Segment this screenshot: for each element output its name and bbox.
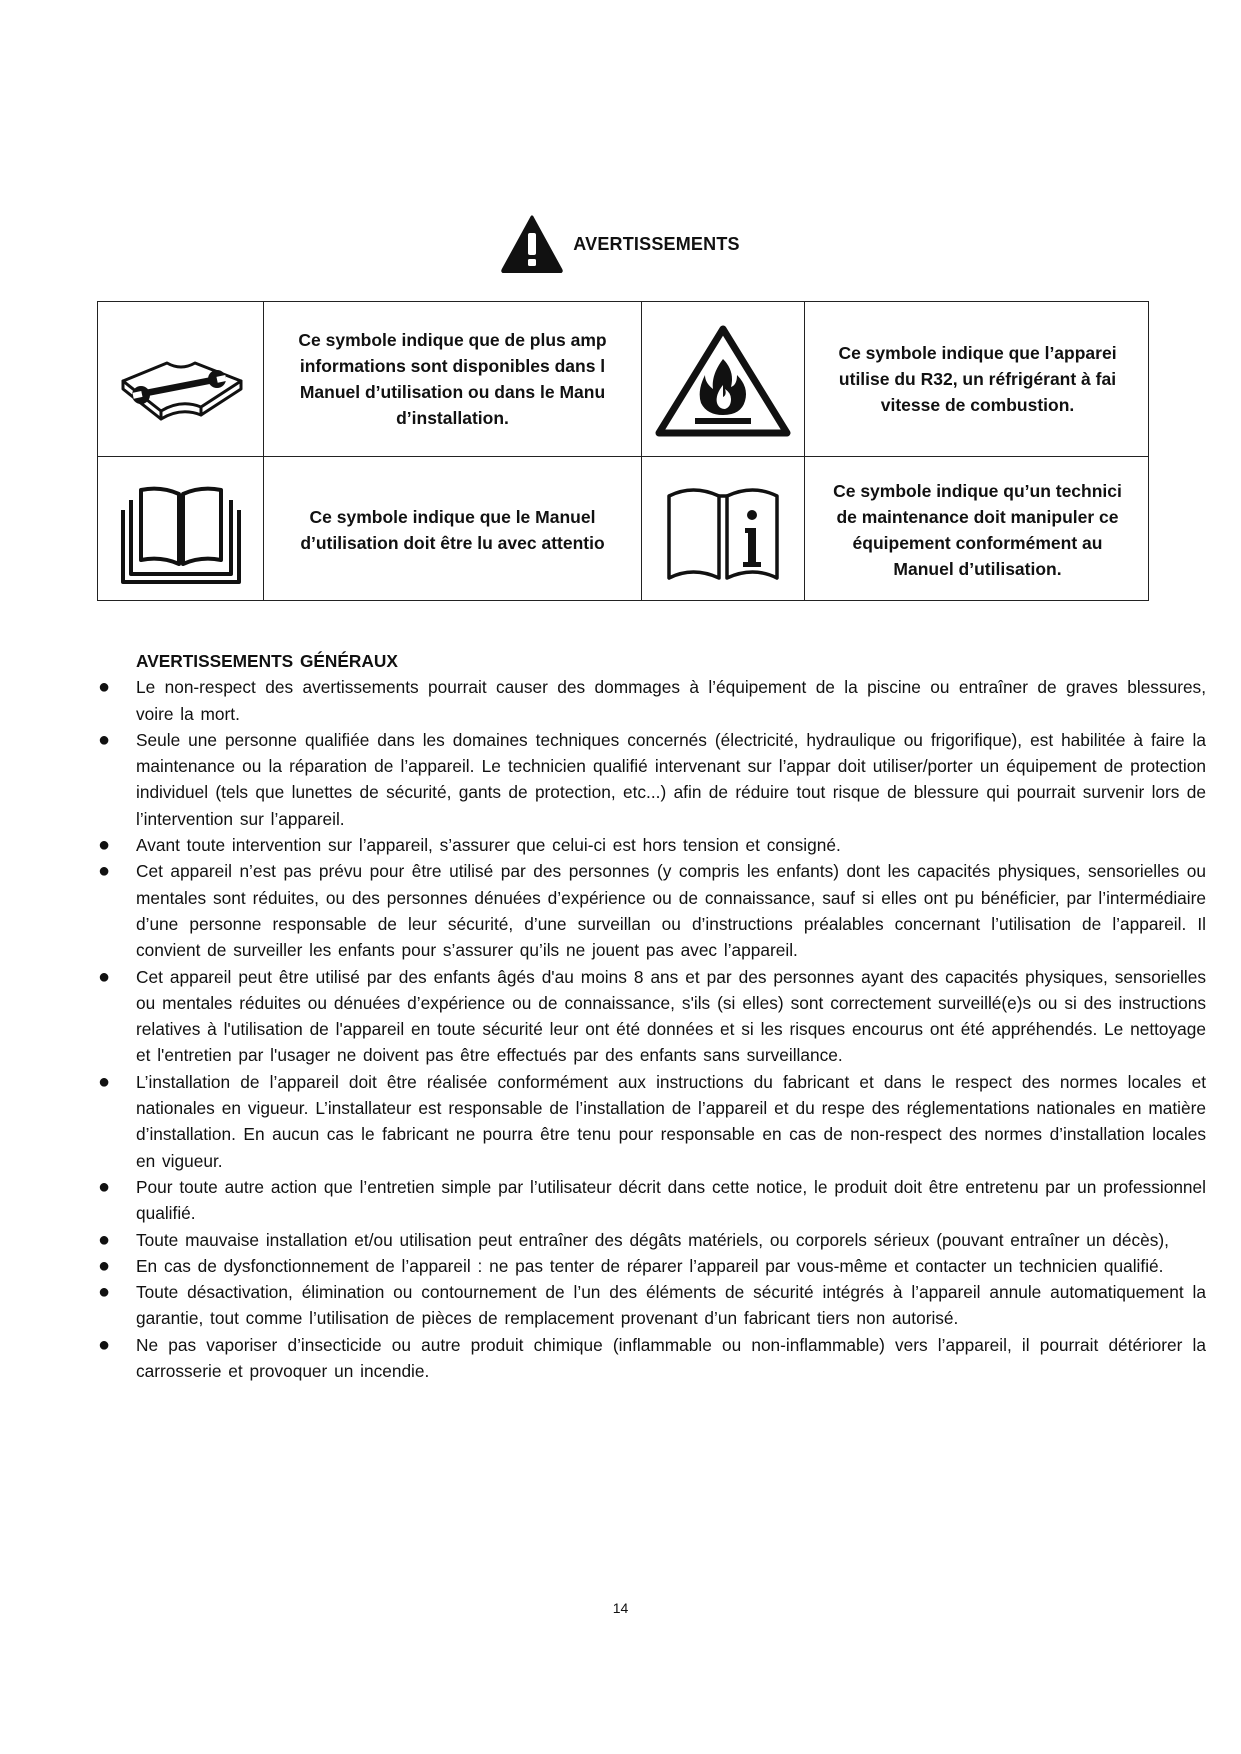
symbol-line: vitesse de combustion. — [880, 395, 1075, 415]
symbol-description — [829, 478, 1126, 582]
symbol-line: d’utilisation doit être lu avec attentio — [300, 532, 605, 553]
list-item — [98, 832, 1206, 858]
list-item — [98, 1279, 1206, 1332]
bullet-icon: ● — [98, 965, 111, 988]
list-item — [98, 1227, 1206, 1253]
symbol-line: d’installation. — [396, 408, 509, 428]
symbol-icon-cell — [642, 302, 805, 457]
item-text: Seule une personne qualifiée dans les domaines techniques concernés (électricité, hydraulique ou frigorifique), est habilitée à faire la maintenance ou la réparation de l’appareil. Le technicien qualifié intervenant sur l’appar doit utiliser/porter un équipement de protection individuel (tels que lunettes de sécurité, gants de protection, etc...) afin de réduire tout risque de blessure qui pourrait survenir lors de l’intervention sur l’appareil. — [136, 729, 1206, 829]
symbol-text-cell — [264, 457, 642, 601]
symbol-description — [294, 327, 610, 431]
item-text: Avant toute intervention sur l’appareil, s’assurer que celui-ci est hors tension et consigné. — [136, 835, 841, 856]
bullet-icon: ● — [98, 860, 111, 883]
symbol-line: Manuel d’utilisation ou dans le Manu — [299, 382, 606, 402]
page-number: 14 — [612, 1600, 629, 1616]
item-text: Toute mauvaise installation et/ou utilisation peut entraîner des dégâts matériels, ou corporels sérieux (pouvant entraîner un décès), — [136, 1229, 1169, 1250]
list-item — [98, 1253, 1206, 1279]
symbol-text-cell — [805, 302, 1149, 457]
symbol-line: équipement conformément au — [852, 532, 1103, 553]
item-text: Cet appareil peut être utilisé par des enfants âgés d'au moins 8 ans et par des personnes ayant des capacités physiques, sensorielles ou mentales réduites ou dénuées d’expérience ou de connaissance, s'ils (si elles) sont correctement surveillé(e)s ou si des instructions relatives à l'utilisation de l'appareil en toute sécurité leur ont été données et si les risques encourus ont été appréhendés. Le nettoyage et l'entretien par l'usager ne doivent pas être effectués par des enfants sans surveillance. — [136, 966, 1206, 1066]
warning-triangle-icon — [501, 215, 563, 273]
item-text: En cas de dysfonctionnement de l’appareil : ne pas tenter de réparer l’appareil par vous-même et contacter un technicien qualifié. — [136, 1255, 1164, 1276]
symbol-icon-cell — [98, 457, 264, 601]
item-text: Le non-respect des avertissements pourrait causer des dommages à l’équipement de la piscine ou entraîner de graves blessures, voire la mort. — [136, 677, 1206, 724]
symbol-description — [834, 340, 1120, 418]
bullet-icon: ● — [98, 834, 111, 857]
list-item — [98, 858, 1206, 963]
open-book-icon — [111, 470, 251, 590]
symbol-line: informations sont disponibles dans l — [299, 356, 606, 376]
bullet-icon: ● — [98, 728, 111, 751]
symbol-line: Manuel d’utilisation. — [893, 558, 1062, 579]
list-item — [98, 1332, 1206, 1385]
symbol-text-cell — [805, 457, 1149, 601]
bullet-icon: ● — [98, 1333, 111, 1356]
symbol-line: Ce symbole indique que l’apparei — [838, 343, 1117, 363]
general-warnings — [98, 648, 1206, 1384]
symbol-line: Ce symbole indique que le Manuel — [309, 506, 596, 527]
bullet-icon: ● — [98, 1070, 111, 1093]
bullet-icon: ● — [98, 1254, 111, 1277]
bullet-icon: ● — [98, 1228, 111, 1251]
item-text: L’installation de l’appareil doit être réalisée conformément aux instructions du fabricant et dans le respect des normes locales et nationales en vigueur. L’installateur est responsable de l’installation de l’appareil et du respe des réglementations nationales en matière d’installation. En aucun cas le fabricant ne pourra être tenu pour responsable en cas de non-respect des normes d’installation locales en vigueur. — [136, 1071, 1206, 1171]
item-text: Cet appareil n’est pas prévu pour être utilisé par des personnes (y compris les enfants) dont les capacités physiques, sensorielles ou mentales sont réduites, ou des personnes dénuées d’expérience ou de connaissance, sauf si elles ont pu bénéficier, par l’intermédiaire d’une personne responsable de leur sécurité, d’une surveillan ou d’instructions préalables concernant l’utilisation de l’appareil. Il convient de surveiller les enfants pour s’assurer qu’ils ne jouent pas avec l’appareil. — [136, 861, 1206, 961]
symbols-table — [97, 301, 1149, 601]
symbol-line: Ce symbole indique que de plus amp — [298, 330, 607, 350]
symbol-text-cell — [264, 302, 642, 457]
symbol-line: utilise du R32, un réfrigérant à fai — [838, 369, 1117, 389]
list-item — [98, 964, 1206, 1069]
list-item — [98, 727, 1206, 832]
warnings-list — [98, 674, 1206, 1384]
symbol-icon-cell — [98, 302, 264, 457]
item-text: Pour toute autre action que l’entretien simple par l’utilisateur décrit dans cette notice, le produit doit être entretenu par un professionnel qualifié. — [136, 1176, 1206, 1224]
symbol-line: Ce symbole indique qu’un technici — [833, 480, 1122, 501]
list-item — [98, 674, 1206, 727]
symbol-line: de maintenance doit manipuler ce — [836, 506, 1119, 527]
info-book-icon — [653, 470, 793, 590]
bullet-icon: ● — [98, 1175, 111, 1198]
flammable-warning-icon — [653, 319, 793, 439]
warnings-header — [0, 214, 1241, 274]
symbol-icon-cell — [642, 457, 805, 601]
section-title: AVERTISSEMENTS GÉNÉRAUX — [136, 651, 398, 671]
bullet-icon: ● — [98, 1281, 111, 1304]
item-text: Toute désactivation, élimination ou contournement de l’un des éléments de sécurité intégrés à l’appareil annule automatiquement la garantie, tout comme l’utilisation de pièces de remplacement provenant d’un fabricant tiers non autorisé. — [136, 1282, 1206, 1329]
symbol-description — [296, 504, 608, 556]
item-text: Ne pas vaporiser d’insecticide ou autre produit chimique (inflammable ou non-inflammable) vers l’appareil, il pourrait détériorer la carrosserie et provoquer un incendie. — [136, 1334, 1206, 1382]
manual-wrench-icon — [111, 319, 251, 439]
bullet-icon: ● — [98, 676, 111, 699]
list-item — [98, 1174, 1206, 1227]
list-item — [98, 1069, 1206, 1174]
page-title: AVERTISSEMENTS — [573, 233, 740, 254]
